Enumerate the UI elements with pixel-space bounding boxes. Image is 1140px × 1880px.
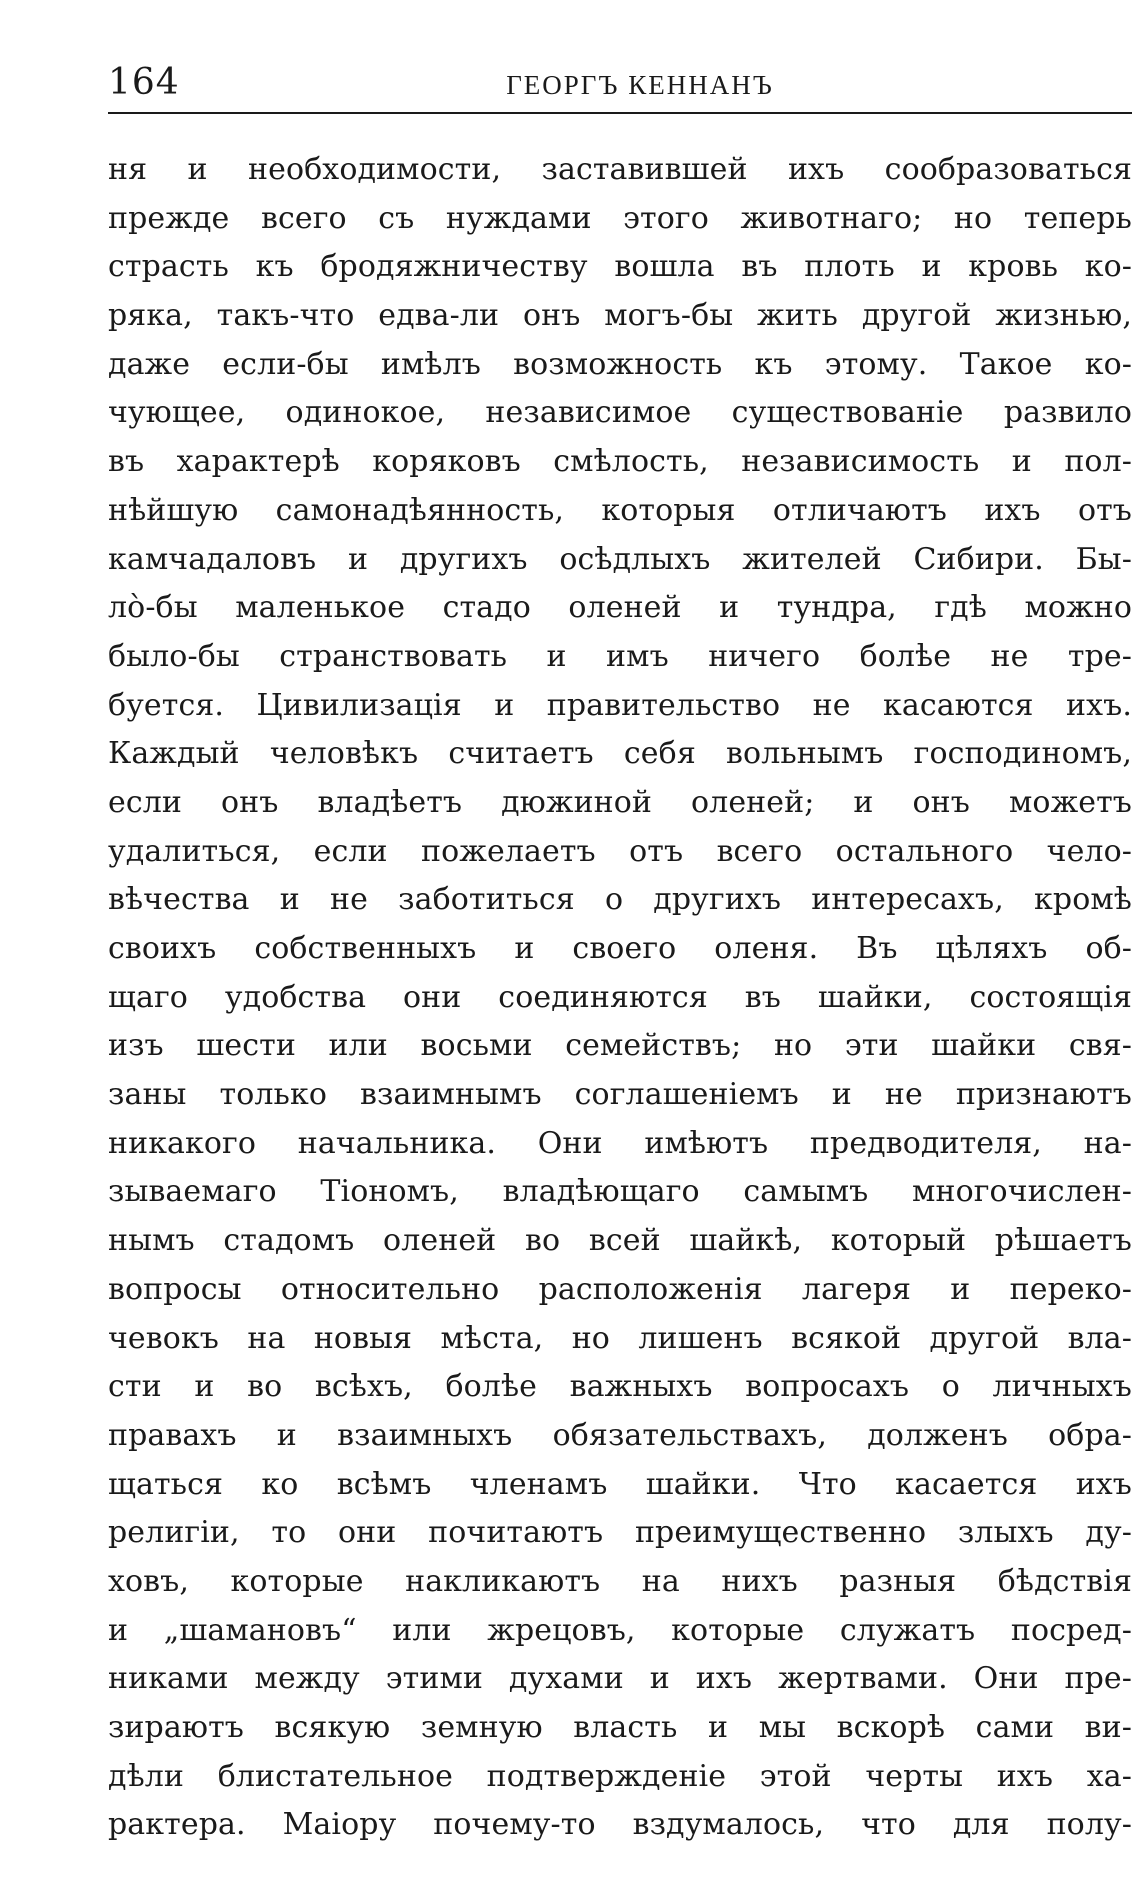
text-line: буется. Цивилизація и правительство не касаются ихъ. bbox=[108, 687, 1132, 723]
page-number: 164 bbox=[108, 62, 180, 103]
running-title: ГЕОРГЪ КЕННАНЪ bbox=[506, 70, 774, 100]
text-line: нѣйшую самонадѣянность, которыя отличаютъ ихъ отъ bbox=[108, 492, 1132, 528]
body-text bbox=[108, 146, 1132, 1850]
running-head bbox=[108, 58, 1132, 108]
text-line: религіи, то они почитаютъ преимущественно злыхъ ду- bbox=[108, 1515, 1132, 1551]
text-line: зираютъ всякую земную власть и мы вскорѣ сами ви- bbox=[108, 1710, 1132, 1745]
text-line: чевокъ на новыя мѣста, но лишенъ всякой другой вла- bbox=[108, 1320, 1132, 1356]
text-line: изъ шести или восьми семействъ; но эти шайки свя- bbox=[108, 1028, 1132, 1064]
text-line: сти и во всѣхъ, болѣе важныхъ вопросахъ о личныхъ bbox=[108, 1369, 1132, 1405]
text-line: было-бы странствовать и имъ ничего болѣе не тре- bbox=[108, 638, 1132, 674]
text-line: чующее, одинокое, независимое существованіе развило bbox=[108, 395, 1132, 431]
text-line: рактера. Маіору почему-то вздумалось, что для полу- bbox=[108, 1807, 1132, 1843]
text-line: ряка, такъ-что едва-ли онъ могъ-бы жить другой жизнью, bbox=[108, 298, 1132, 334]
text-line: щаться ко всѣмъ членамъ шайки. Что касается ихъ bbox=[108, 1466, 1132, 1502]
text-line: лò-бы маленькое стадо оленей и тундра, гдѣ можно bbox=[108, 590, 1132, 626]
text-line: зываемаго Тіономъ, владѣющаго самымъ многочислен- bbox=[108, 1174, 1132, 1210]
text-line: камчадаловъ и другихъ осѣдлыхъ жителей Сибири. Бы- bbox=[108, 541, 1132, 577]
text-line: если онъ владѣетъ дюжиной оленей; и онъ можетъ bbox=[108, 784, 1132, 820]
text-line: даже если-бы имѣлъ возможность къ этому. Такое ко- bbox=[108, 346, 1132, 382]
text-line: нымъ стадомъ оленей во всей шайкѣ, который рѣшаетъ bbox=[108, 1223, 1132, 1259]
text-line: прежде всего съ нуждами этого животнаго; но теперь bbox=[108, 200, 1132, 236]
text-line: Каждый человѣкъ считаетъ себя вольнымъ господиномъ, bbox=[108, 736, 1132, 772]
text-line: правахъ и взаимныхъ обязательствахъ, долженъ обра- bbox=[108, 1417, 1132, 1453]
text-line: никакого начальника. Они имѣютъ предводителя, на- bbox=[108, 1125, 1132, 1161]
text-line: ховъ, которые накликаютъ на нихъ разныя бѣдствія bbox=[108, 1563, 1132, 1599]
text-line: никами между этими духами и ихъ жертвами. Они пре- bbox=[108, 1661, 1132, 1697]
text-line: вопросы относительно расположенія лагеря и переко- bbox=[108, 1271, 1132, 1307]
text-line: своихъ собственныхъ и своего оленя. Въ цѣляхъ об- bbox=[108, 931, 1132, 966]
text-line: удалиться, если пожелаетъ отъ всего остального чело- bbox=[108, 833, 1132, 869]
text-line: страсть къ бродяжничеству вошла въ плоть и кровь ко- bbox=[108, 249, 1132, 285]
text-line: заны только взаимнымъ соглашеніемъ и не признаютъ bbox=[108, 1077, 1132, 1113]
text-line: и „шамановъ“ или жрецовъ, которые служатъ посред- bbox=[108, 1612, 1132, 1648]
text-line: вѣчества и не заботиться о другихъ интересахъ, кромѣ bbox=[108, 882, 1132, 918]
header-rule bbox=[108, 112, 1132, 114]
text-line: дѣли блистательное подтвержденіе этой черты ихъ ха- bbox=[108, 1758, 1132, 1794]
text-line: въ характерѣ коряковъ смѣлость, независимость и пол- bbox=[108, 444, 1132, 480]
text-line: ня и необходимости, заставившей ихъ сообразоваться bbox=[108, 152, 1132, 187]
text-line: щаго удобства они соединяются въ шайки, состоящія bbox=[108, 979, 1132, 1015]
